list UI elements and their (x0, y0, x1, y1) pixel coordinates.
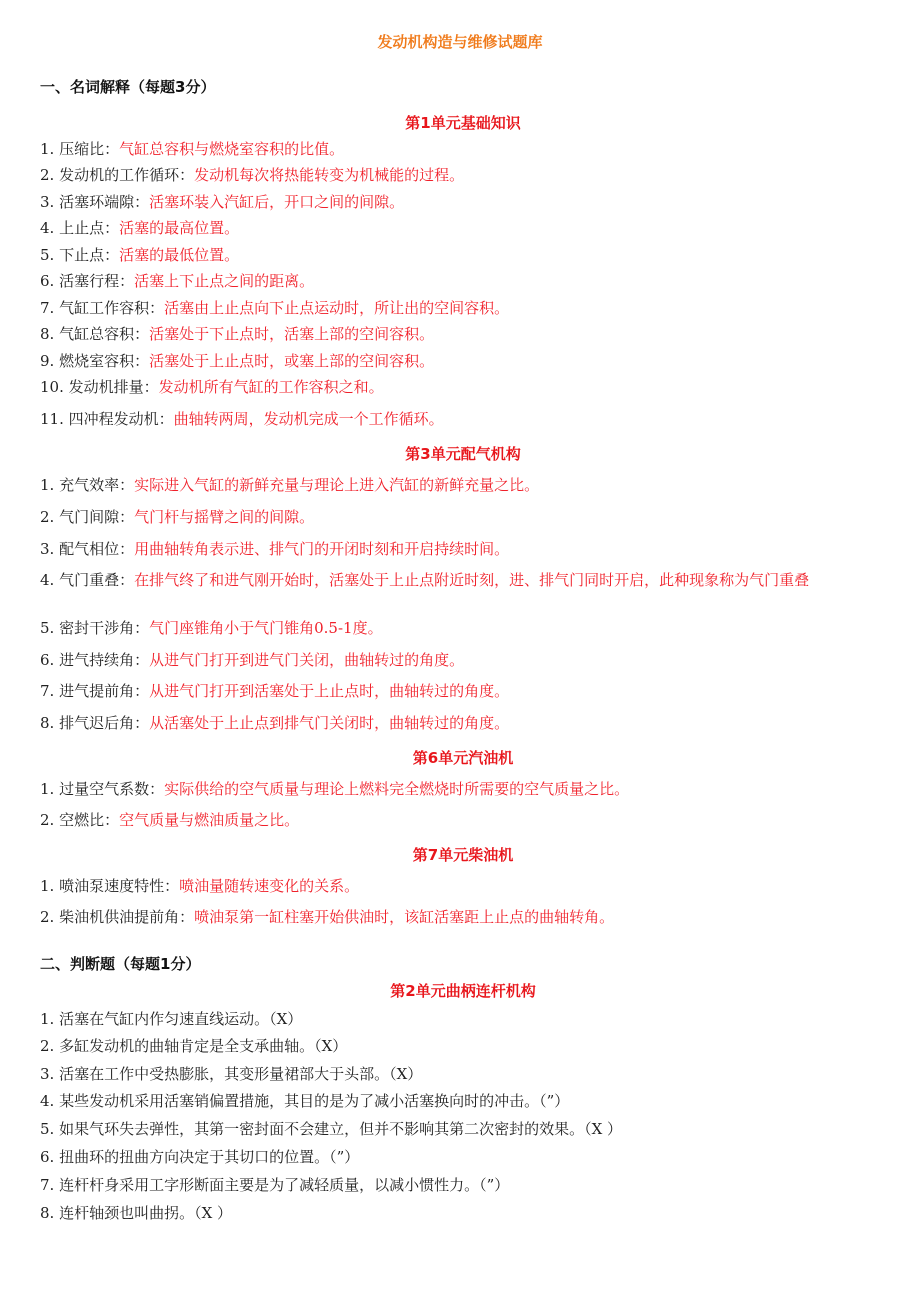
item-definition: 从活塞处于上止点到排气门关闭时，曲轴转过的角度。 (149, 714, 510, 732)
item-number: 7. (40, 1176, 60, 1194)
unit-title: 第6单元汽油机 (412, 749, 514, 767)
item-term: 气缸总容积： (59, 325, 150, 343)
item-definition: 活塞由上止点向下止点运动时，所让出的空间容积。 (164, 299, 510, 317)
item-term: 活塞在气缸内作匀速直线运动。（X） (59, 1010, 303, 1028)
item-term: 下止点： (59, 246, 120, 264)
item-term: 活塞环端隙： (59, 193, 150, 211)
unit-title: 第1单元基础知识 (405, 114, 521, 132)
list-item (40, 1036, 880, 1056)
item-number: 6. (40, 1148, 60, 1166)
item-term: 排气迟后角： (59, 714, 150, 732)
item-term: 充气效率： (59, 476, 135, 494)
item-number: 7. (40, 299, 60, 317)
item-definition: 实际供给的空气质量与理论上燃料完全燃烧时所需要的空气质量之比。 (164, 780, 630, 798)
list-item (40, 907, 880, 927)
item-number: 2. (40, 908, 60, 926)
item-number: 4. (40, 1092, 60, 1110)
item-number: 1. (40, 1010, 60, 1028)
list-item (40, 324, 880, 344)
item-term: 四冲程发动机： (68, 410, 174, 428)
item-definition: 发动机所有气缸的工作容积之和。 (158, 378, 384, 396)
item-term: 上止点： (59, 219, 120, 237)
list-item (40, 779, 880, 799)
item-term: 压缩比： (59, 140, 120, 158)
list-item (40, 507, 880, 527)
item-term: 柴油机供油提前角： (59, 908, 195, 926)
list-item (40, 409, 880, 429)
item-number: 11. (40, 410, 69, 428)
item-number: 9. (40, 352, 60, 370)
item-definition: 在排气终了和进气刚开始时，活塞处于上止点附近时刻，进、排气门同时开启，此种现象称为气门重叠 (134, 571, 810, 589)
item-number: 5. (40, 246, 60, 264)
list-item (40, 618, 880, 638)
item-definition: 发动机每次将热能转变为机械能的过程。 (194, 166, 465, 184)
item-definition: 活塞上下止点之间的距离。 (134, 272, 315, 290)
list-item (40, 1203, 880, 1223)
list-item (40, 351, 880, 371)
list-item (40, 650, 880, 670)
item-term: 空燃比： (59, 811, 120, 829)
item-term: 燃烧室容积： (59, 352, 150, 370)
list-item (40, 681, 880, 701)
item-number: 1. (40, 877, 60, 895)
list-item (40, 245, 880, 265)
item-term: 活塞行程： (59, 272, 135, 290)
list-item (40, 218, 880, 238)
item-definition: 空气质量与燃油质量之比。 (119, 811, 300, 829)
list-item (40, 475, 880, 495)
list-item (40, 1175, 880, 1195)
item-term: 多缸发动机的曲轴肯定是全支承曲轴。（X） (59, 1037, 348, 1055)
item-definition: 气门座锥角小于气门锥角0.5-1度。 (149, 619, 383, 637)
item-term: 发动机排量： (68, 378, 159, 396)
item-term: 气门重叠： (59, 571, 135, 589)
item-definition: 从进气门打开到活塞处于上止点时，曲轴转过的角度。 (149, 682, 510, 700)
list-item (40, 1147, 880, 1167)
item-number: 8. (40, 1204, 60, 1222)
item-definition: 喷油泵第一缸柱塞开始供油时，该缸活塞距上止点的曲轴转角。 (194, 908, 615, 926)
item-term: 过量空气系数： (59, 780, 165, 798)
list-item (40, 298, 880, 318)
item-number: 1. (40, 140, 60, 158)
item-definition: 气门杆与摇臂之间的间隙。 (134, 508, 315, 526)
item-term: 连杆轴颈也叫曲拐。（X ） (59, 1204, 233, 1222)
item-number: 2. (40, 508, 60, 526)
item-number: 3. (40, 540, 60, 558)
item-term: 配气相位： (59, 540, 135, 558)
item-term: 某些发动机采用活塞销偏置措施，其目的是为了减小活塞换向时的冲击。（”） (59, 1092, 570, 1110)
unit-title: 第3单元配气机构 (405, 445, 521, 463)
item-number: 7. (40, 682, 60, 700)
list-item (40, 377, 880, 397)
item-definition: 活塞的最低位置。 (119, 246, 240, 264)
item-number: 6. (40, 272, 60, 290)
item-number: 8. (40, 714, 60, 732)
list-item (40, 539, 880, 559)
item-number: 2. (40, 1037, 60, 1055)
item-number: 1. (40, 476, 60, 494)
document-title: 发动机构造与维修试题库 (377, 33, 543, 51)
unit-title: 第7单元柴油机 (412, 846, 514, 864)
section-heading: 一、名词解释（每题3分） (40, 78, 216, 96)
item-term: 进气提前角： (59, 682, 150, 700)
section-heading: 二、判断题（每题1分） (40, 955, 201, 973)
item-number: 5. (40, 1120, 60, 1138)
item-term: 活塞在工作中受热膨胀，其变形量裙部大于头部。（X） (59, 1065, 423, 1083)
item-term: 连杆杆身采用工字形断面主要是为了减轻质量，以减小惯性力。（”） (59, 1176, 510, 1194)
item-number: 8. (40, 325, 60, 343)
item-term: 气缸工作容积： (59, 299, 165, 317)
item-term: 如果气环失去弹性，其第一密封面不会建立，但并不影响其第二次密封的效果。（X ） (59, 1120, 623, 1138)
item-term: 气门间隙： (59, 508, 135, 526)
list-item (40, 1064, 880, 1084)
item-number: 4. (40, 219, 60, 237)
item-definition: 活塞处于下止点时，活塞上部的空间容积。 (149, 325, 435, 343)
item-definition: 活塞处于上止点时，或塞上部的空间容积。 (149, 352, 435, 370)
item-number: 2. (40, 166, 60, 184)
item-number: 2. (40, 811, 60, 829)
item-term: 发动机的工作循环： (59, 166, 195, 184)
item-term: 扭曲环的扭曲方向决定于其切口的位置。（”） (59, 1148, 360, 1166)
item-number: 3. (40, 193, 60, 211)
item-number: 1. (40, 780, 60, 798)
item-term: 密封干涉角： (59, 619, 150, 637)
item-definition: 用曲轴转角表示进、排气门的开闭时刻和开启持续时间。 (134, 540, 510, 558)
list-item (40, 1009, 880, 1029)
item-definition: 活塞环装入汽缸后，开口之间的间隙。 (149, 193, 405, 211)
item-number: 10. (40, 378, 69, 396)
item-definition: 从进气门打开到进气门关闭，曲轴转过的角度。 (149, 651, 465, 669)
item-term: 进气持续角： (59, 651, 150, 669)
list-item (40, 1119, 880, 1139)
item-number: 6. (40, 651, 60, 669)
item-definition: 气缸总容积与燃烧室容积的比值。 (119, 140, 345, 158)
list-item (40, 165, 880, 185)
list-item (40, 139, 880, 159)
list-item (40, 570, 876, 591)
item-definition: 喷油量随转速变化的关系。 (179, 877, 360, 895)
unit-title: 第2单元曲柄连杆机构 (390, 982, 536, 1000)
list-item (40, 713, 880, 733)
item-definition: 实际进入气缸的新鲜充量与理论上进入汽缸的新鲜充量之比。 (134, 476, 540, 494)
item-definition: 曲轴转两周，发动机完成一个工作循环。 (173, 410, 444, 428)
list-item (40, 810, 880, 830)
item-number: 4. (40, 571, 60, 589)
list-item (40, 192, 880, 212)
list-item (40, 1091, 880, 1111)
item-number: 3. (40, 1065, 60, 1083)
item-definition: 活塞的最高位置。 (119, 219, 240, 237)
item-term: 喷油泵速度特性： (59, 877, 180, 895)
list-item (40, 876, 880, 896)
item-number: 5. (40, 619, 60, 637)
list-item (40, 271, 880, 291)
